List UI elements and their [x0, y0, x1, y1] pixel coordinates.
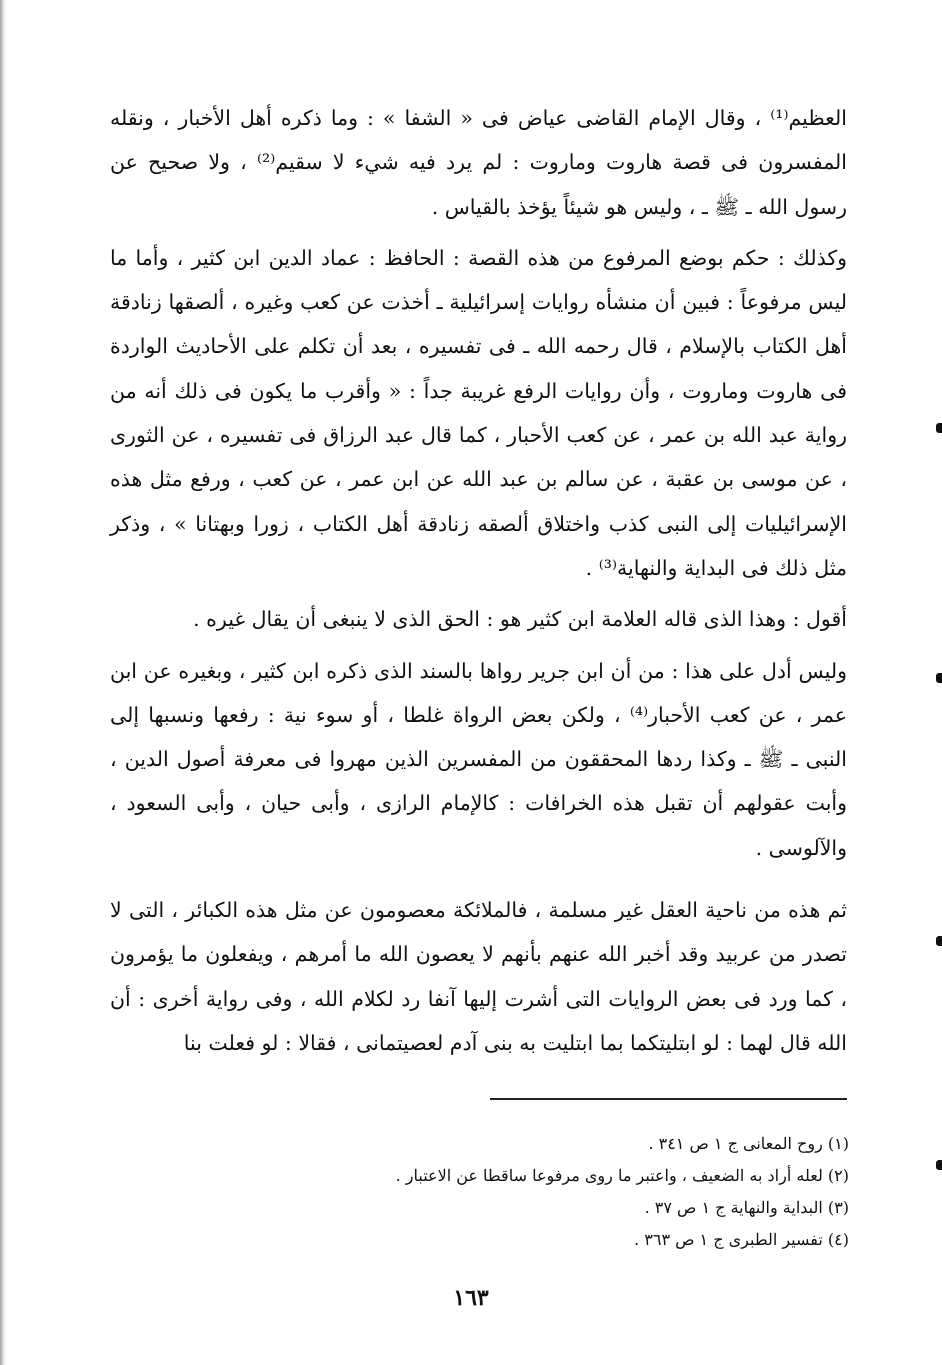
scan-edge-mark [936, 1160, 942, 1170]
paragraph: ثم هذه من ناحية العقل غير مسلمة ، فالملائكة معصومون عن مثل هذه الكبائر ، التى لا تصدر من عربيد وقد أخبر الله عنهم بأنهم لا يعصون الله ما أمرهم ، ويفعلون ما يؤمرون ، كما ورد فى بعض الروايات التى أشرت إليها آنفا رد لكلام الله ، وفى رواية أخرى : أن الله قال لهما : لو ابتليتكما بما ابتليت به بنى آدم لعصيتمانى ، فقالا : لو فعلت بنا [110, 898, 847, 1055]
paragraph: وكذلك : حكم بوضع المرفوع من هذه القصة : الحافظ : عماد الدين ابن كثير ، وأما ما ليس مرفوعاً : فبين أن منشأه روايات إسرائيلية ـ أخذت عن كعب وغيره ، ألصقها زنادقة أهل الكتاب بالإسلام ، قال رحمه الله ـ فى تفسيره ، بعد أن تكلم على الأحاديث الواردة فى هاروت وماروت ، وأن روايات الرفع غريبة جداً : « وأقرب ما يكون فى ذلك أنه من رواية عبد الله بن عمر ، عن كعب الأحبار ، كما قال عبد الرزاق فى تفسيره ، عن الثورى ، عن موسى بن عقبة ، عن سالم بن عبد الله عن ابن عمر ، عن كعب ، ورفع مثل هذه الإسرائيليات إلى النبى كذب واختلاق ألصقه زنادقة أهل الكتاب ، زورا وبهتانا » ، وذكر مثل ذلك فى البداية والنهاية⁽³⁾ . [110, 245, 847, 580]
footnote: (١) روح المعانى ج ١ ص ٣٤١ . [648, 1134, 849, 1153]
scan-edge-mark [936, 673, 942, 683]
paragraph: وليس أدل على هذا : من أن ابن جرير رواها بالسند الذى ذكره ابن كثير ، وبغيره عن ابن عمر ، عن كعب الأحبار⁽⁴⁾ ، ولكن بعض الرواة غلطا ، أو سوء نية : رفعها ونسبها إلى النبى ـ ﷺ ـ وكذا ردها المحققون من المفسرين الذين مهروا فى معرفة أصول الدين ، وأبت عقولهم أن تقبل هذه الخرافات : كالإمام الرازى ، وأبى حيان ، وأبى السعود ، والآلوسى . [110, 658, 847, 860]
scan-edge-mark [936, 936, 942, 946]
footnote: (٣) البداية والنهاية ج ١ ص ٣٧ . [644, 1198, 849, 1217]
paragraph: العظيم⁽¹⁾ ، وقال الإمام القاضى عياض فى « الشفا » : وما ذكره أهل الأخبار ، ونقله المفسرون فى قصة هاروت وماروت : لم يرد فيه شيء لا سقيم⁽²⁾ ، ولا صحيح عن رسول الله ـ ﷺ ـ ، وليس هو شيئاً يؤخذ بالقياس . [110, 106, 847, 219]
paragraph: أقول : وهذا الذى قاله العلامة ابن كثير هو : الحق الذى لا ينبغى أن يقال غيره . [193, 607, 847, 632]
footnote-divider [490, 1098, 847, 1100]
scan-binding-edge [0, 0, 6, 1365]
footnotes [110, 1128, 849, 1256]
footnote: (٤) تفسير الطبرى ج ١ ص ٣٦٣ . [634, 1230, 849, 1249]
main-text [110, 96, 847, 1072]
footnote: (٢) لعله أراد به الضعيف ، واعتبر ما روى مرفوعا ساقطا عن الاعتبار . [395, 1166, 849, 1185]
scan-edge-mark [936, 423, 942, 433]
page-number: ١٦٣ [453, 1285, 489, 1311]
